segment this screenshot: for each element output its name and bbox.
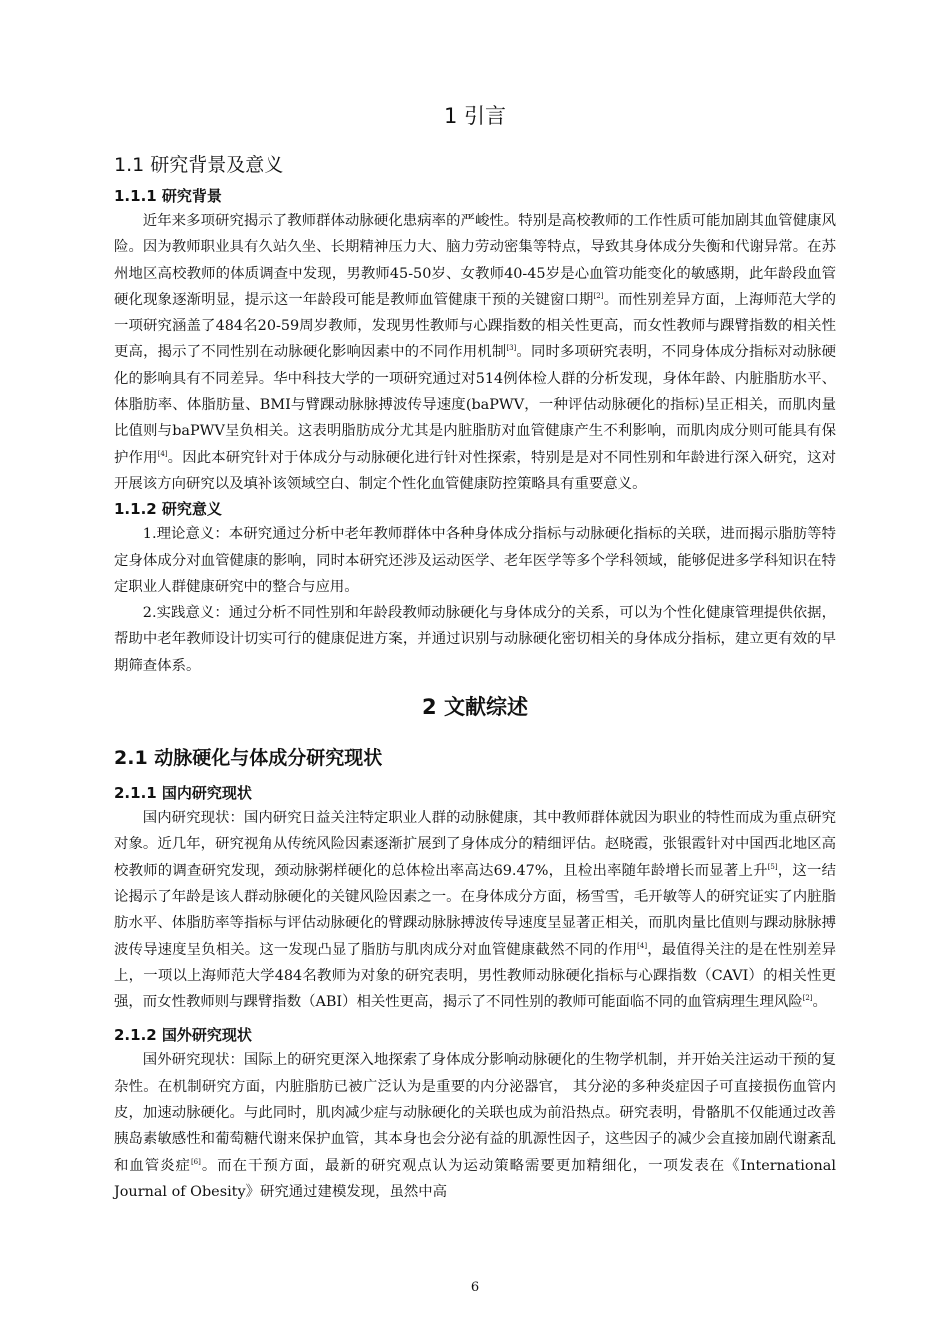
paragraph-research-background — [114, 208, 836, 497]
paragraph-practical-significance: 2.实践意义：通过分析不同性别和年龄段教师动脉硬化与身体成分的关系，可以为个性化健康管理提供依据，帮助中老年教师设计切实可行的健康促进方案，并通过识别与动脉硬化密切相关的身体成分指标，建立更有效的早期筛查体系。 — [114, 605, 836, 674]
chapter-1-title: 1 引言 — [443, 104, 507, 128]
paragraph-international-research — [114, 1047, 836, 1205]
paragraph-theoretical-significance: 1.理论意义：本研究通过分析中老年教师群体中各种身体成分指标与动脉硬化指标的关联，进而揭示脂肪等特定身体成分对血管健康的影响，同时本研究还涉及运动医学、老年医学等多个学科领域，能够促进多学科知识在特定职业人群健康研究中的整合与应用。 — [114, 526, 836, 595]
paragraph-domestic-research — [114, 805, 836, 1015]
text-run: 国外研究现状：国际上的研究更深入地探索了身体成分影响动脉硬化的生物学机制，并开始关注运动干预的复杂性。在机制研究方面，内脏脂肪已被广泛认为是重要的内分泌器官， 其分泌的多种炎症因子可直接损伤血管内皮，加速动脉硬化。与此同时，肌肉减少症与动脉硬化的关联也成为前沿热点。研究表明，骨骼肌不仅能通过改善胰岛素敏感性和葡萄糖代谢来保护血管，其本身也会分泌有益的肌源性因子，这些因子的减少会直接加剧代谢紊乱和血管炎症 — [114, 1052, 836, 1174]
citation: [2] — [802, 994, 813, 1003]
subsection-1-1-1-title: 1.1.1 研究背景 — [114, 187, 222, 205]
text-run: 。而在干预方面，最新的研究观点认为运动策略需要更加精细化，一项发表在《International Journal of Obesity》研究通过建模发现，虽然中高 — [114, 1157, 836, 1200]
citation: [6] — [190, 1157, 201, 1166]
page-number: 6 — [470, 1280, 480, 1295]
citation: [4] — [637, 941, 648, 950]
section-1-1-title: 1.1 研究背景及意义 — [114, 154, 284, 176]
text-run: 。同时多项研究表明，不同身体成分指标对动脉硬化的影响具有不同差异。华中科技大学的一项研究通过对514例体检人群的分析发现，身体年龄、内脏脂肪水平、体脂肪率、体脂肪量、BMI与臂踝动脉脉搏波传导速度(baPWV，一种评估动脉硬化的指标)呈正相关，而肌肉量比值则与baPWV呈负相关。这表明脂肪成分尤其是内脏脂肪对血管健康产生不利影响，而肌肉成分则可能具有保护作用 — [114, 344, 836, 466]
subsection-1-1-2-title: 1.1.2 研究意义 — [114, 500, 222, 519]
text-run: ，这一结论揭示了年龄是该人群动脉硬化的关键风险因素之一。在身体成分方面，杨雪雪，毛开敏等人的研究证实了内脏脂肪水平、体脂肪率等指标与评估动脉硬化的臂踝动脉脉搏波传导速度呈显著正相关，而肌肉量比值则与踝动脉脉搏波传导速度呈负相关。这一发现凸显了脂肪与肌肉成分对血管健康截然不同的作用 — [114, 862, 836, 958]
text-run: 近年来多项研究揭示了教师群体动脉硬化患病率的严峻性。特别是高校教师的工作性质可能加剧其血管健康风险。因为教师职业具有久站久坐、长期精神压力大、脑力劳动密集等特点，导致其身体成分失衡和代谢异常。在苏州地区高校教师的体质调查中发现，男教师45-50岁、女教师40-45岁是心血管功能变化的敏感期，此年龄段血管硬化现象逐渐明显，提示这一年龄段可能是教师血管健康干预的关键窗口期 — [114, 213, 836, 308]
citation: [2] — [593, 292, 604, 301]
citation: [3] — [506, 344, 517, 353]
citation: [4] — [157, 449, 168, 458]
chapter-2-title: 2 文献综述 — [422, 695, 528, 720]
text-run: 。而性别差异方面，上海师范大学的一项研究涵盖了484名20-59周岁教师，发现男性教师与心踝指数的相关性更高，而女性教师与踝臂指数的相关性更高，揭示了不同性别在动脉硬化影响因素中的不同作用机制 — [114, 291, 836, 361]
subsection-2-1-1-title: 2.1.1 国内研究现状 — [114, 784, 252, 803]
section-2-1-title: 2.1 动脉硬化与体成分研究现状 — [114, 747, 383, 770]
text-run: 。 — [812, 994, 827, 1011]
citation: [5] — [767, 862, 778, 871]
text-run: ，最值得关注的是在性别差异上，一项以上海师范大学484名教师为对象的研究表明，男性教师动脉硬化指标与心踝指数（CAVI）的相关性更强，而女性教师则与踝臂指数（ABI）相关性更高，揭示了不同性别的教师可能面临不同的血管病理生理风险 — [114, 941, 836, 1011]
text-run: 。因此本研究针对于体成分与动脉硬化进行针对性探索，特别是是对不同性别和年龄进行深入研究，这对开展该方向研究以及填补该领域空白、制定个性化血管健康防控策略具有重要意义。 — [114, 449, 836, 492]
text-run: 国内研究现状：国内研究日益关注特定职业人群的动脉健康，其中教师群体就因为职业的特性而成为重点研究对象。近几年，研究视角从传统风险因素逐渐扩展到了身体成分的精细评估。赵晓霞，张银霞针对中国西北地区高校教师的调查研究发现，颈动脉粥样硬化的总体检出率高达69.47%，且检出率随年龄增长而显著上升 — [114, 810, 836, 879]
subsection-2-1-2-title: 2.1.2 国外研究现状 — [114, 1026, 252, 1045]
